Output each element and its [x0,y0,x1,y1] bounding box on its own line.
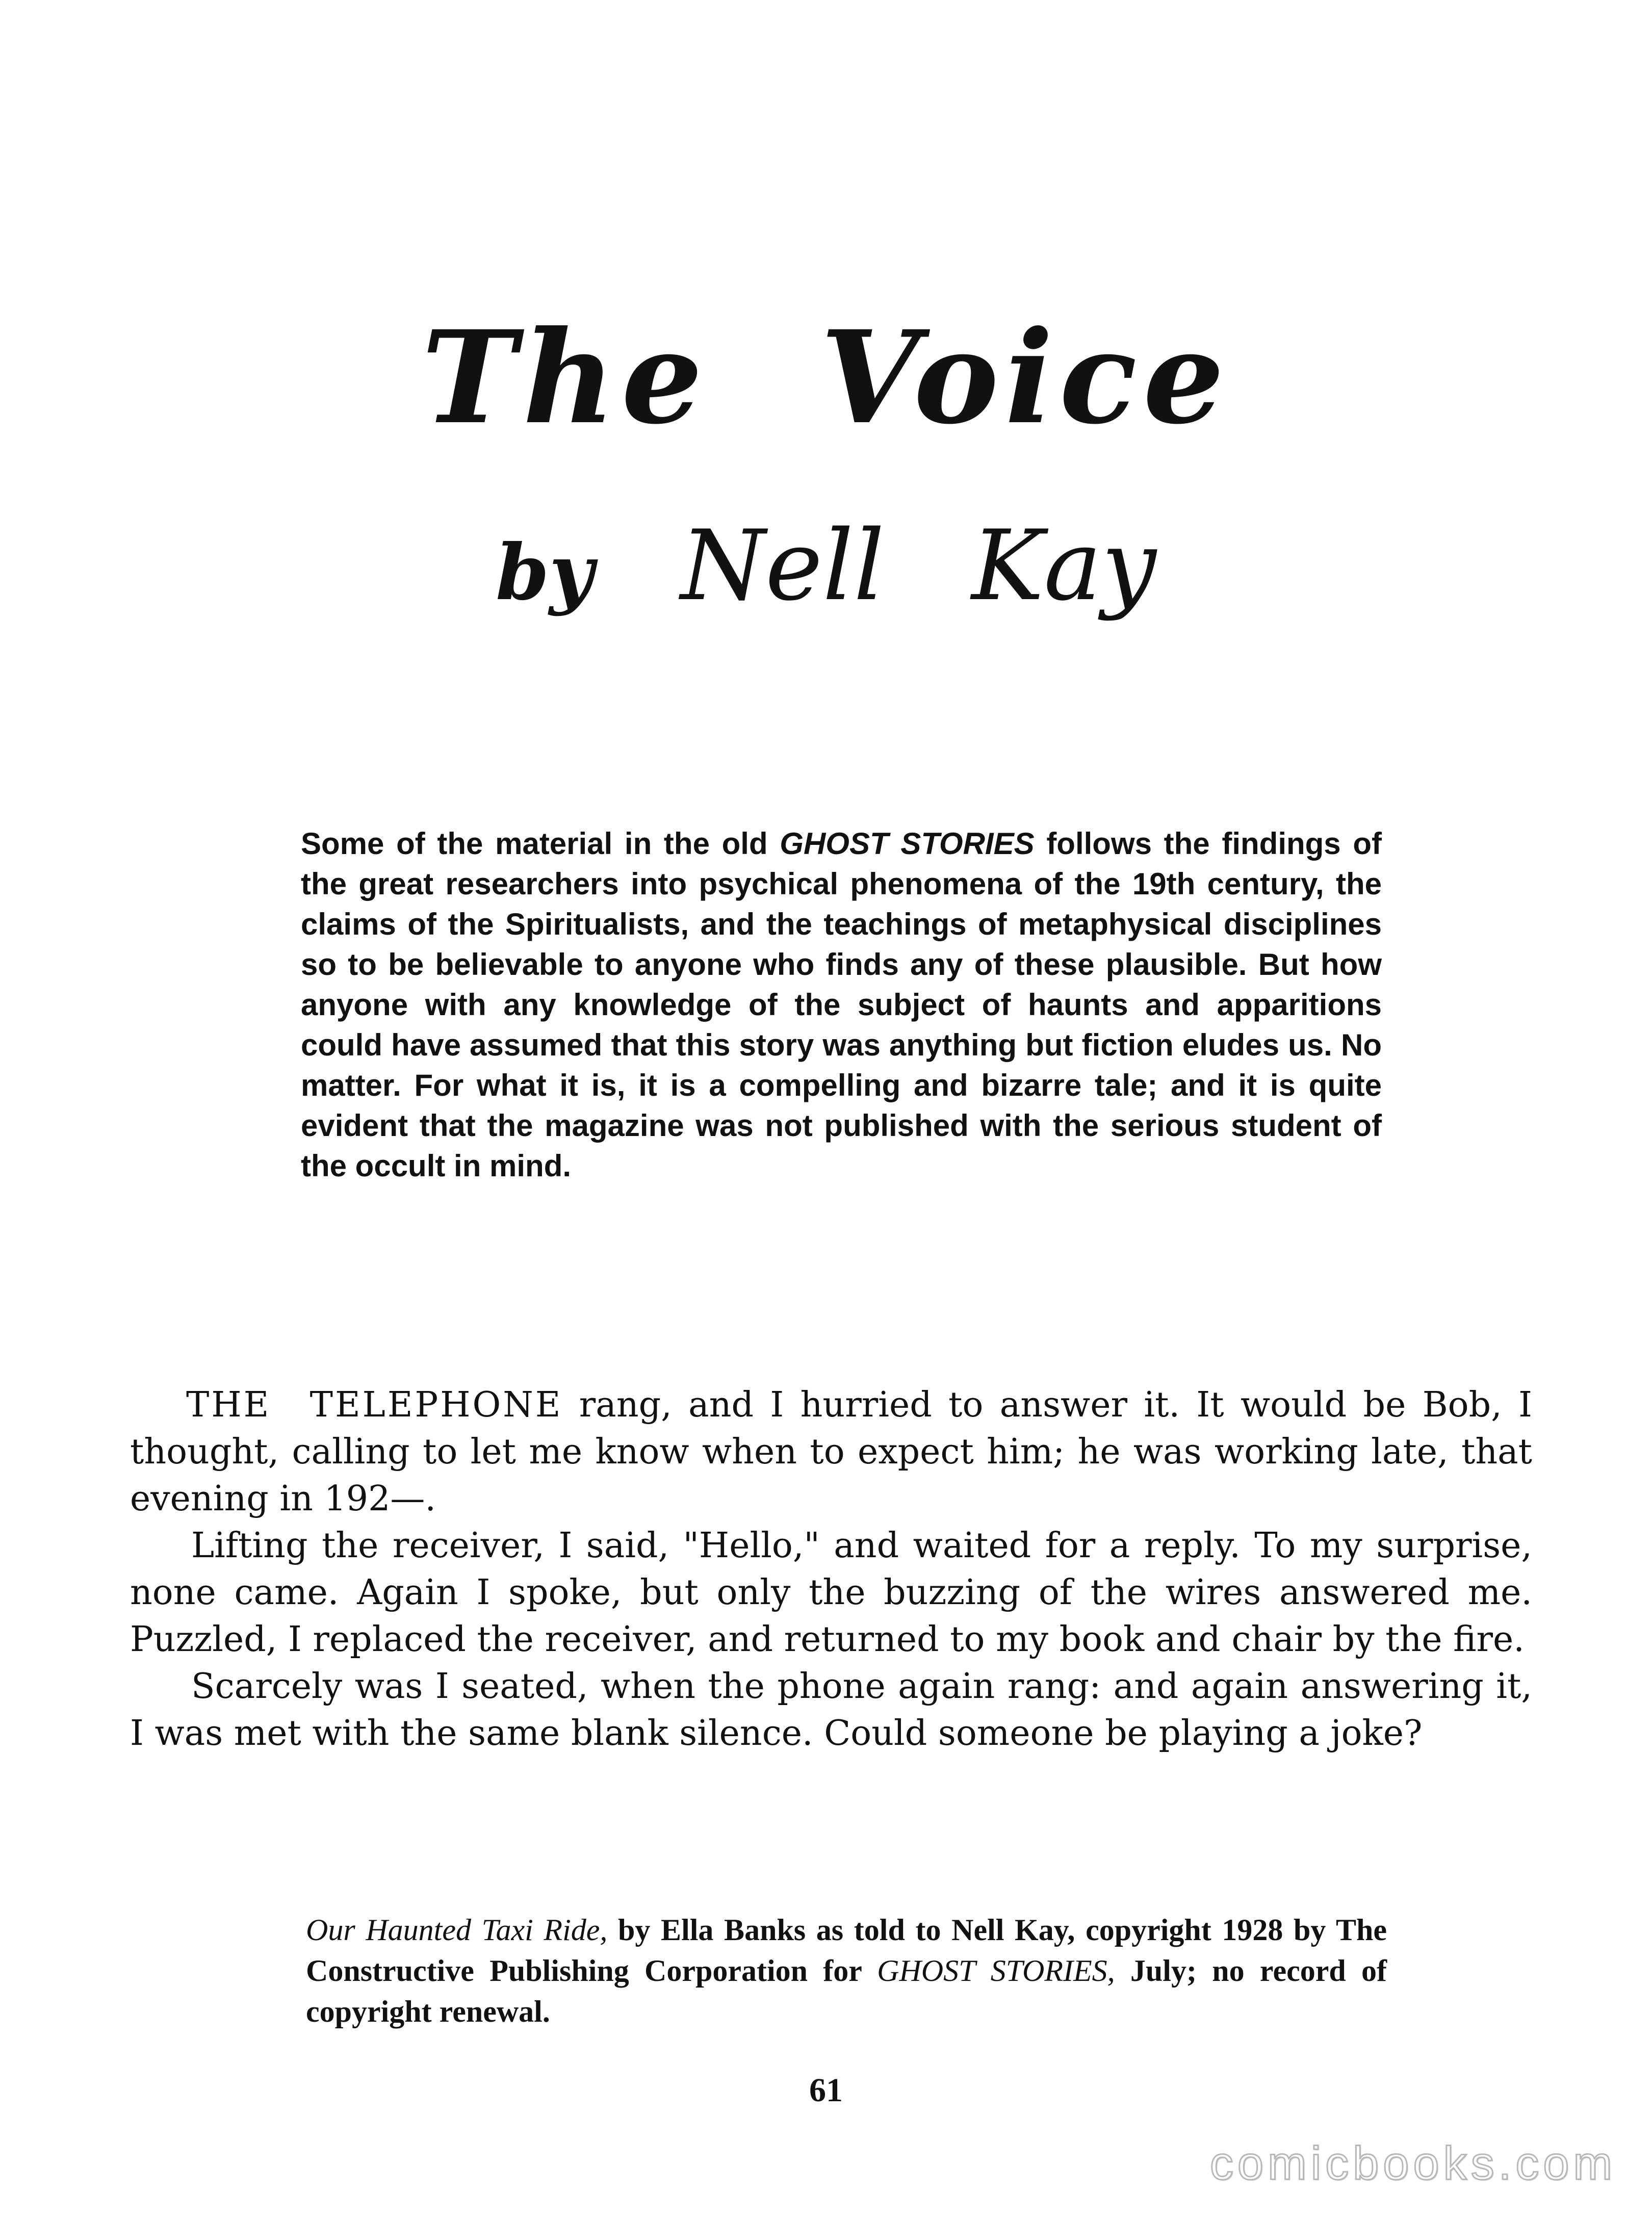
copyright-credit [306,1910,1387,2032]
author-name: Nell Kay [680,509,1156,622]
intro-paragraph [301,823,1382,1186]
credit-text-rest: July; no record of copyright renewal. [306,1954,1387,2028]
byline [0,500,1652,632]
credit-paragraph [306,1910,1387,2032]
credit-story-title: Our Haunted Taxi Ride, [306,1913,608,1947]
story-title: The Voice [422,302,1230,452]
credit-text-start: by Ella Banks as told to Nell Kay, copyright 1928 by The Constructive Publishing Corporation for [306,1913,1387,1988]
story-paragraph-1-text: rang, and I hurried to answer it. It would be Bob, I thought, calling to let me know when to expect him; he was working late, that evening in 192—. [130,1385,1532,1519]
story-paragraph-3: Scarcely was I seated, when the phone again rang: and again answering it, I was met with the same blank silence. Could someone be playing a joke? [130,1666,1532,1753]
opening-caps: THE TELEPHONE [186,1385,563,1425]
editorial-introduction [301,823,1382,1186]
story-body [130,1382,1532,1757]
page-number: 61 [809,2072,843,2109]
intro-text-start: Some of the material in the old [301,827,780,861]
story-paragraph-2: Lifting the receiver, I said, "Hello," and waited for a reply. To my surprise, none came. Again I spoke, but only the buzzing of the wires answered me. Puzzled, I replaced the receiver, and returned to my book and chair by the fire. [130,1526,1532,1660]
credit-magazine-name: GHOST STORIES, [877,1954,1115,1988]
site-watermark: comicbooks.com [1209,2137,1616,2189]
intro-text-rest: follows the findings of the great researchers into psychical phenomena of the 19th century, the claims of the Spiritualists, and the teachings of metaphysical disciplines so to be believable to anyone who finds any of these plausible. But how anyone with any knowledge of the subject of haunts and apparitions could have assumed that this story was anything but fiction eludes us. No matter. For what it is, it is a compelling and bizarre tale; and it is quite evident that the magazine was not published with the serious student of the occult in mind. [301,827,1382,1183]
story-paragraph-1 [130,1382,1532,1523]
byline-by-label: by [496,528,594,617]
intro-magazine-name: GHOST STORIES [780,827,1035,861]
